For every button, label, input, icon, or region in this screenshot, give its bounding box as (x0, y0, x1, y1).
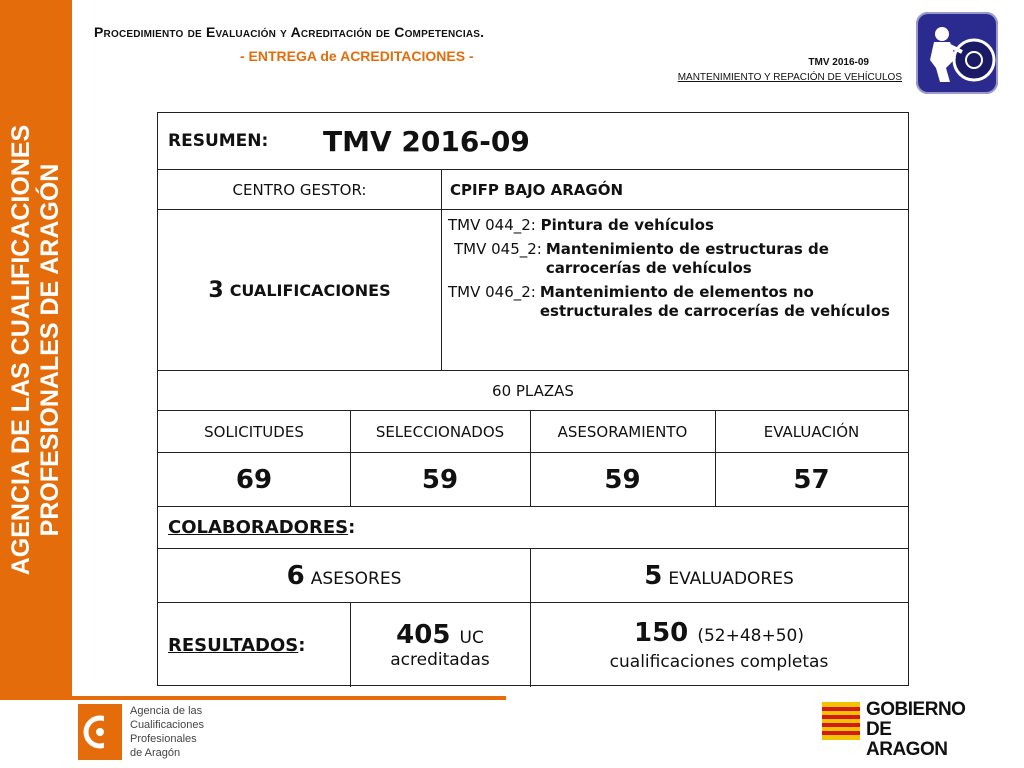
evaluadores-label: EVALUADORES (668, 568, 794, 589)
sidebar-line-1: AGENCIA DE LAS CUALIFICACIONES (7, 124, 35, 576)
resumen-code (323, 113, 583, 169)
agency-vertical-title (7, 30, 65, 670)
qual-name: Mantenimiento de estructuras de carrocerías de vehículos (545, 240, 829, 277)
stats-header-text: EVALUACIÓN (763, 422, 860, 441)
colaboradores-label (168, 507, 355, 548)
divider-line (72, 696, 506, 700)
resumen-code-text: TMV 2016-09 (323, 124, 530, 158)
colaboradores-label-text: COLABORADORES (168, 517, 349, 538)
stats-header-row (158, 411, 908, 453)
agency-logo-icon (78, 704, 122, 760)
divider (441, 210, 442, 370)
qual-code: TMV 044_2: (448, 216, 536, 234)
agency-line: Agencia de las (130, 705, 203, 717)
resumen-row (158, 113, 908, 170)
divider (441, 170, 442, 209)
qual-name: Mantenimiento de elementos no estructurales de carrocerías de vehículos (539, 283, 890, 320)
stats-value-text: 69 (235, 464, 273, 495)
plazas-row (158, 371, 908, 411)
centro-value-text: CPIFP BAJO ARAGÓN (450, 180, 624, 199)
stats-value (715, 453, 908, 506)
asesores-count: 6 (286, 560, 305, 591)
centro-label-text: CENTRO GESTOR: (232, 180, 367, 199)
cualif-breakdown: (52+48+50) (697, 626, 805, 646)
plazas (158, 371, 908, 410)
gobierno-line-2: DE ARAGON (866, 719, 948, 760)
agency-line: de Aragón (130, 747, 181, 759)
module-name: MANTENIMIENTO Y REPACIÓN DE VEHÍCULOS (677, 72, 902, 83)
resultados-row (158, 603, 908, 687)
qual-count-label: CUALIFICACIONES (229, 280, 391, 300)
page-title: Procedimiento de Evaluación y Acreditación de Competencias. (94, 24, 485, 40)
plazas-text: 60 PLAZAS (492, 381, 574, 400)
gobierno-text (866, 700, 965, 760)
centro-value (450, 170, 908, 209)
collaborators-row (158, 549, 908, 603)
sidebar-band (0, 0, 72, 700)
stats-header (158, 411, 350, 452)
stats-value (350, 453, 530, 506)
resultados-label-text: RESULTADOS (168, 634, 299, 656)
agency-line: Cualificaciones (130, 719, 204, 731)
cualif-count: 150 (633, 618, 689, 648)
qual-code: TMV 045_2: (454, 240, 542, 258)
stats-value (158, 453, 350, 506)
stats-value-text: 59 (604, 464, 641, 495)
page-subtitle: - ENTREGA de ACREDITACIONES - (240, 48, 474, 64)
stats-header (350, 411, 530, 452)
uc-label: acreditadas (390, 650, 490, 670)
qualifications-row (158, 210, 908, 371)
stats-value-text: 57 (793, 464, 830, 495)
agency-logo-text (130, 704, 204, 760)
uc-count: 405 (396, 620, 451, 650)
stats-value (530, 453, 715, 506)
cualificaciones-result (530, 603, 908, 687)
asesores-label: ASESORES (310, 568, 402, 589)
qualification-list (448, 216, 898, 326)
asesores (158, 549, 530, 602)
stats-header-text: SOLICITUDES (204, 422, 304, 441)
stats-header (530, 411, 715, 452)
qual-code: TMV 046_2: (448, 283, 536, 301)
stats-value-text: 59 (421, 464, 459, 495)
agency-line: Profesionales (130, 733, 197, 745)
gobierno-line-1: GOBIERNO (866, 699, 966, 720)
centro-row (158, 170, 908, 210)
mechanic-logo-icon (916, 12, 998, 94)
resultados-label (168, 603, 350, 687)
stats-header-text: ASESORAMIENTO (557, 422, 688, 441)
resultados-colon: : (298, 634, 306, 656)
qualification-item (448, 283, 898, 321)
summary-table (157, 112, 909, 686)
centro-label (158, 170, 441, 209)
stats-header-text: SELECCIONADOS (375, 422, 505, 441)
resumen-label (168, 113, 328, 169)
sidebar-tick (0, 693, 22, 697)
cualif-label: cualificaciones completas (609, 652, 829, 672)
module-code: TMV 2016-09 (808, 57, 869, 68)
resumen-label-text: RESUMEN: (168, 131, 269, 151)
qualification-item (448, 216, 898, 235)
evaluadores (530, 549, 908, 602)
evaluadores-count: 5 (644, 560, 663, 591)
sidebar-line-2: PROFESIONALES DE ARAGÓN (36, 163, 64, 537)
aragon-flag-icon (822, 702, 860, 740)
qual-name: Pintura de vehículos (540, 216, 714, 234)
uc-unit: UC (459, 628, 484, 648)
uc-result (350, 603, 530, 687)
qualification-item (448, 240, 898, 278)
colaboradores-row (158, 507, 908, 549)
qual-count (158, 210, 441, 370)
stats-header (715, 411, 908, 452)
stats-value-row (158, 453, 908, 507)
colaboradores-colon: : (348, 517, 356, 538)
qual-count-number: 3 (208, 277, 224, 303)
